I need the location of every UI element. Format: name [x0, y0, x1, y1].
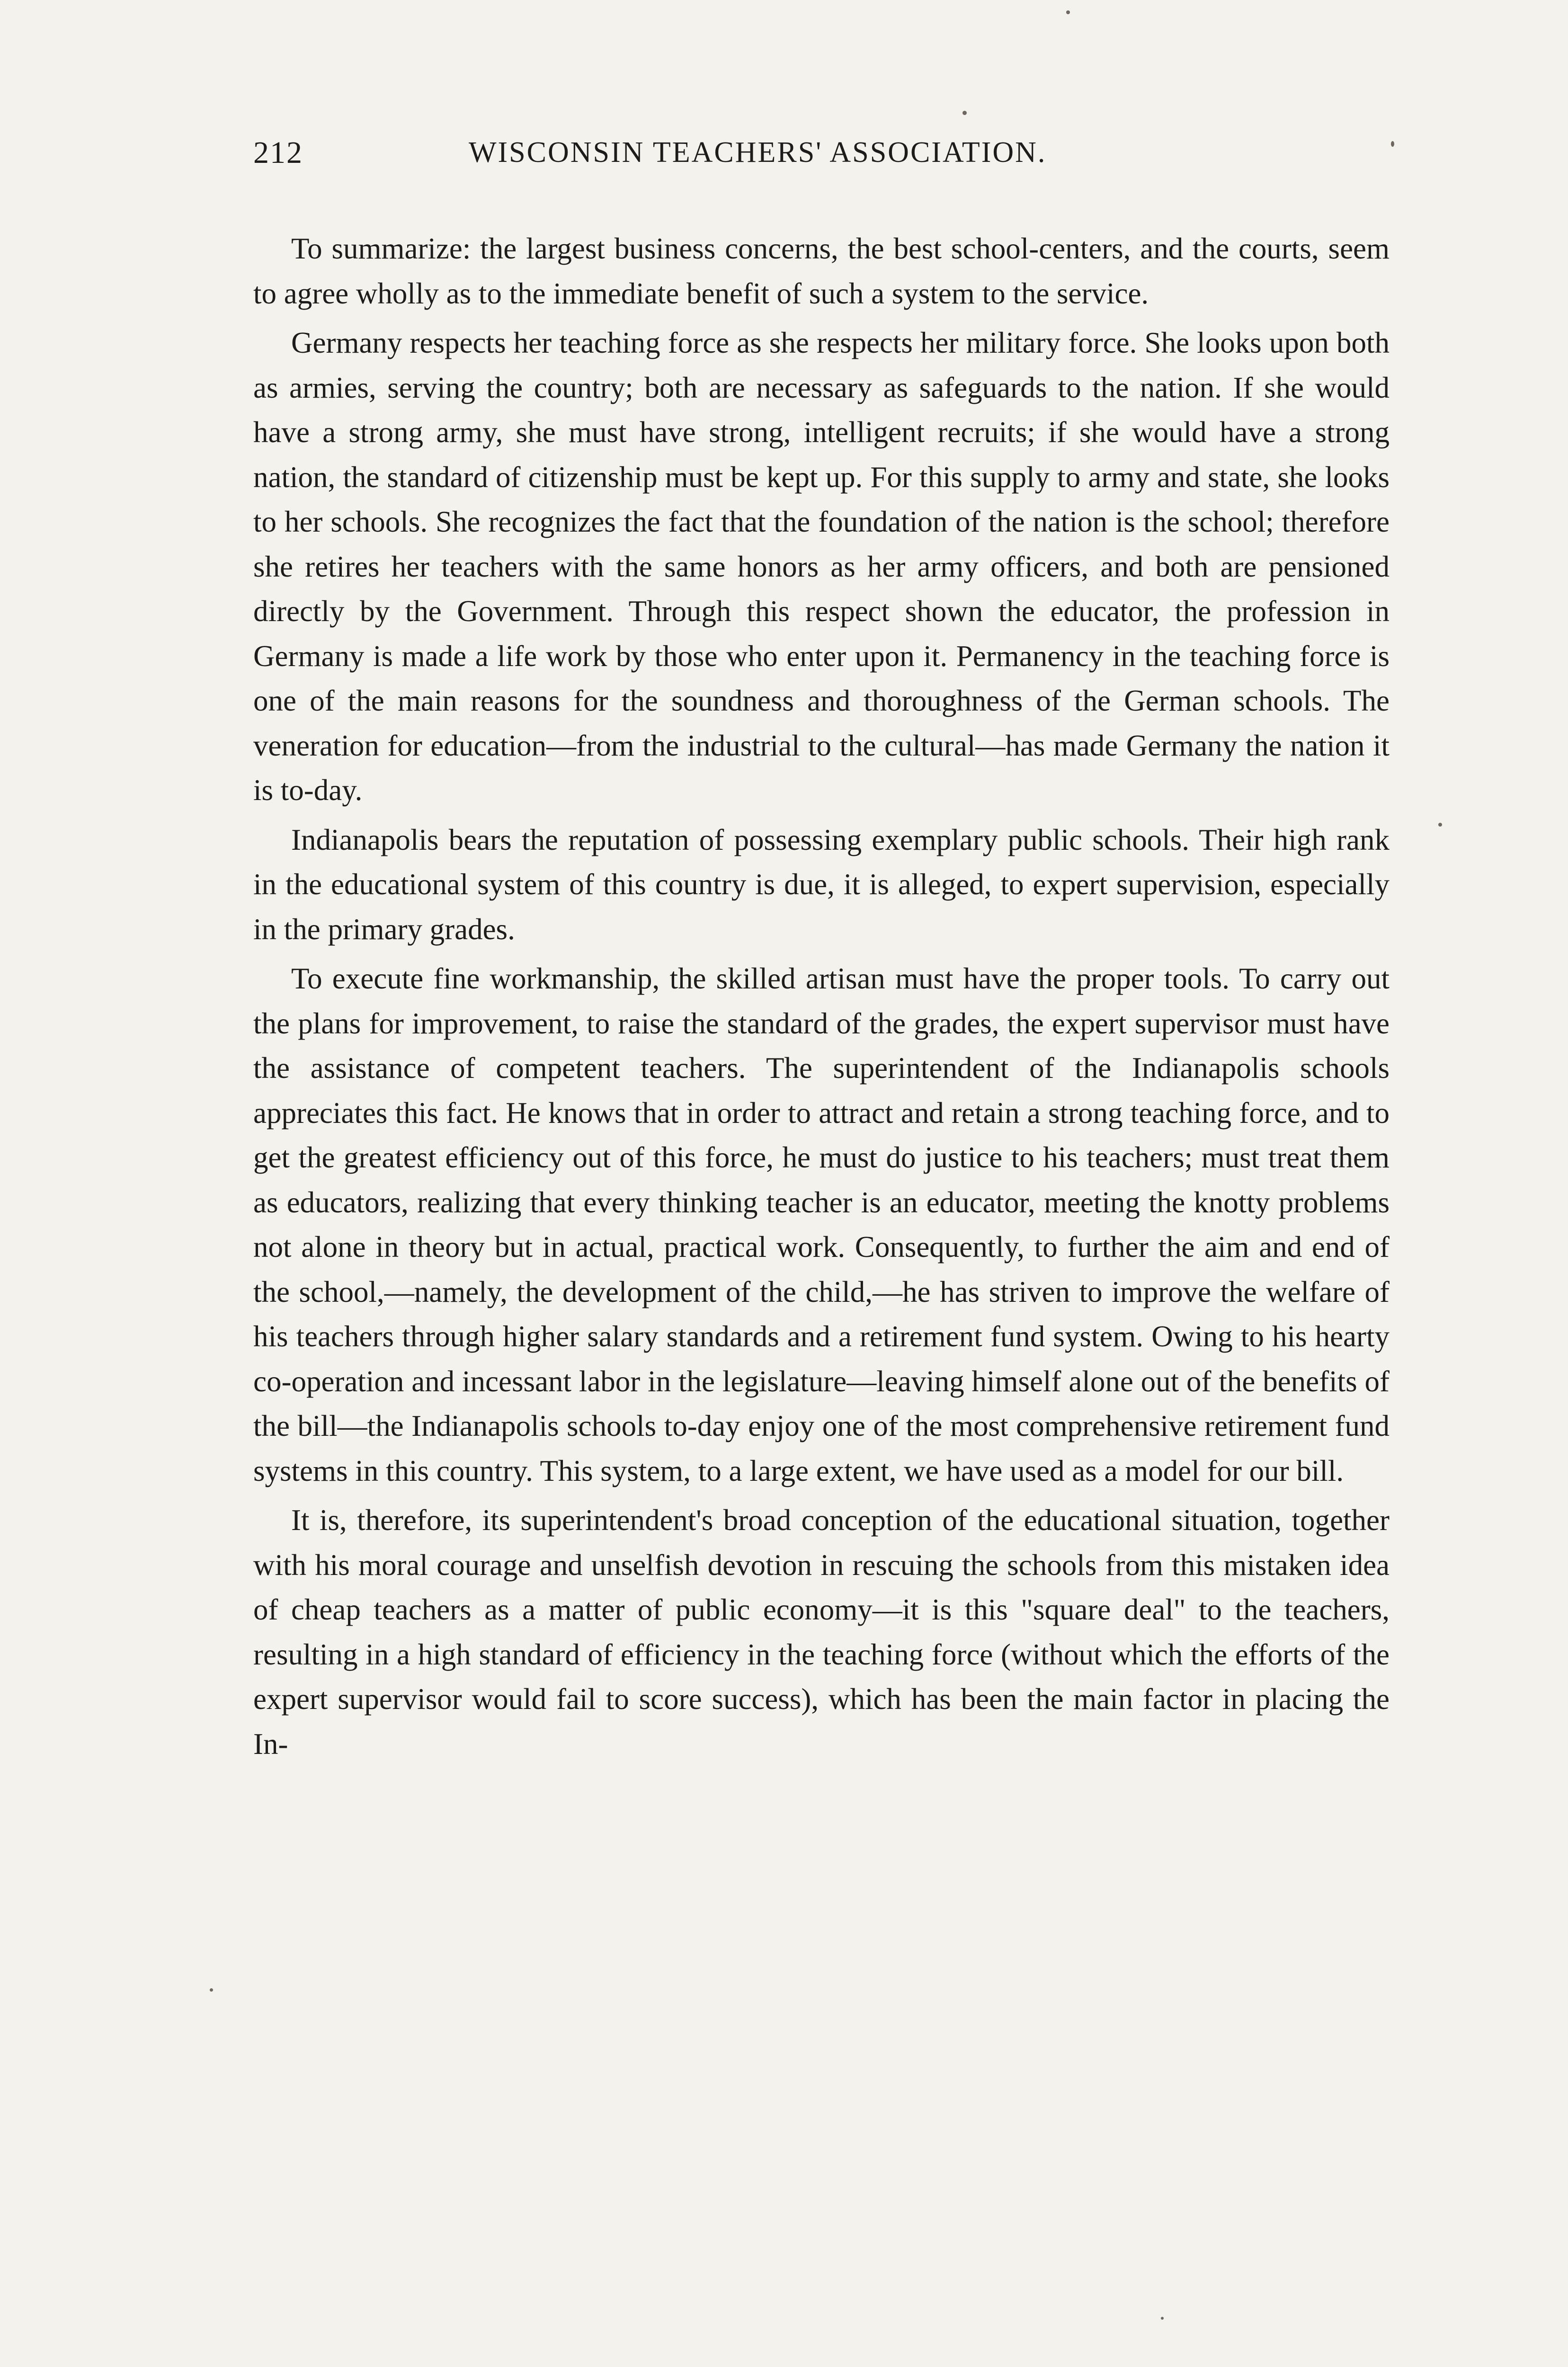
print-speck [1391, 141, 1394, 147]
running-head: WISCONSIN TEACHERS' ASSOCIATION. [469, 136, 1047, 169]
print-speck [1161, 2317, 1164, 2320]
body-text [253, 226, 1390, 1771]
print-speck [962, 111, 967, 115]
print-speck [210, 1988, 213, 1992]
paragraph-germany: Germany respects her teaching force as she respects her military force. She looks upon both as armies, serving the country; both are necessary as safeguards to the nation. If she would have a strong army, she must have strong, intelligent recruits; if she would have a strong nation, the standard of citizenship must be kept up. For this supply to army and state, she looks to her schools. She recognizes the fact that the foundation of the nation is the school; therefore she retires her teachers with the same honors as her army officers, and both are pensioned directly by the Government. Through this respect shown the educator, the profession in Germany is made a life work by those who enter upon it. Permanency in the teaching force is one of the main reasons for the soundness and thoroughness of the German schools. The veneration for education—from the industrial to the cultural—has made Germany the nation it is to-day. [253, 326, 1390, 807]
print-speck [1066, 10, 1070, 14]
paragraph-workmanship: To execute fine workmanship, the skilled artisan must have the proper tools. To carry out the plans for improvement, to raise the standard of the grades, the expert supervisor must have the assistance of competent teachers. The superintendent of the Indianapolis schools appreciates this fact. He knows that in order to attract and retain a strong teaching force, and to get the greatest efficiency out of this force, he must do justice to his teachers; must treat them as educators, realizing that every thinking teacher is an educator, meeting the knotty problems not alone in theory but in actual, practical work. Consequently, to further the aim and end of the school,—namely, the development of the child,—he has striven to improve the welfare of his teachers through higher salary standards and a retirement fund system. Owing to his hearty co-operation and incessant labor in the legislature—leaving himself alone out of the benefits of the bill—the Indianapolis schools to-day enjoy one of the most comprehensive retirement fund systems in this country. This system, to a large extent, we have used as a model for our bill. [253, 962, 1390, 1487]
page-header [253, 135, 1390, 182]
paragraph-summary: To summarize: the largest business concerns, the best school-centers, and the courts, seem to agree wholly as to the immediate benefit of such a system to the service. [253, 232, 1390, 310]
print-speck [1438, 823, 1442, 827]
paragraph-conclusion: It is, therefore, its superintendent's broad conception of the educational situation, together with his moral courage and unselfish devotion in rescuing the schools from this mistaken idea of cheap teachers as a matter of public economy—it is this "square deal" to the teachers, resulting in a high standard of efficiency in the teaching force (without which the efforts of the expert supervisor would fail to score success), which has been the main factor in placing the In- [253, 1504, 1390, 1761]
paragraph-indianapolis: Indianapolis bears the reputation of possessing exemplary public schools. Their high rank in the educational system of this country is due, it is alleged, to expert supervision, especially in the primary grades. [253, 823, 1390, 946]
page-number: 212 [253, 135, 303, 170]
